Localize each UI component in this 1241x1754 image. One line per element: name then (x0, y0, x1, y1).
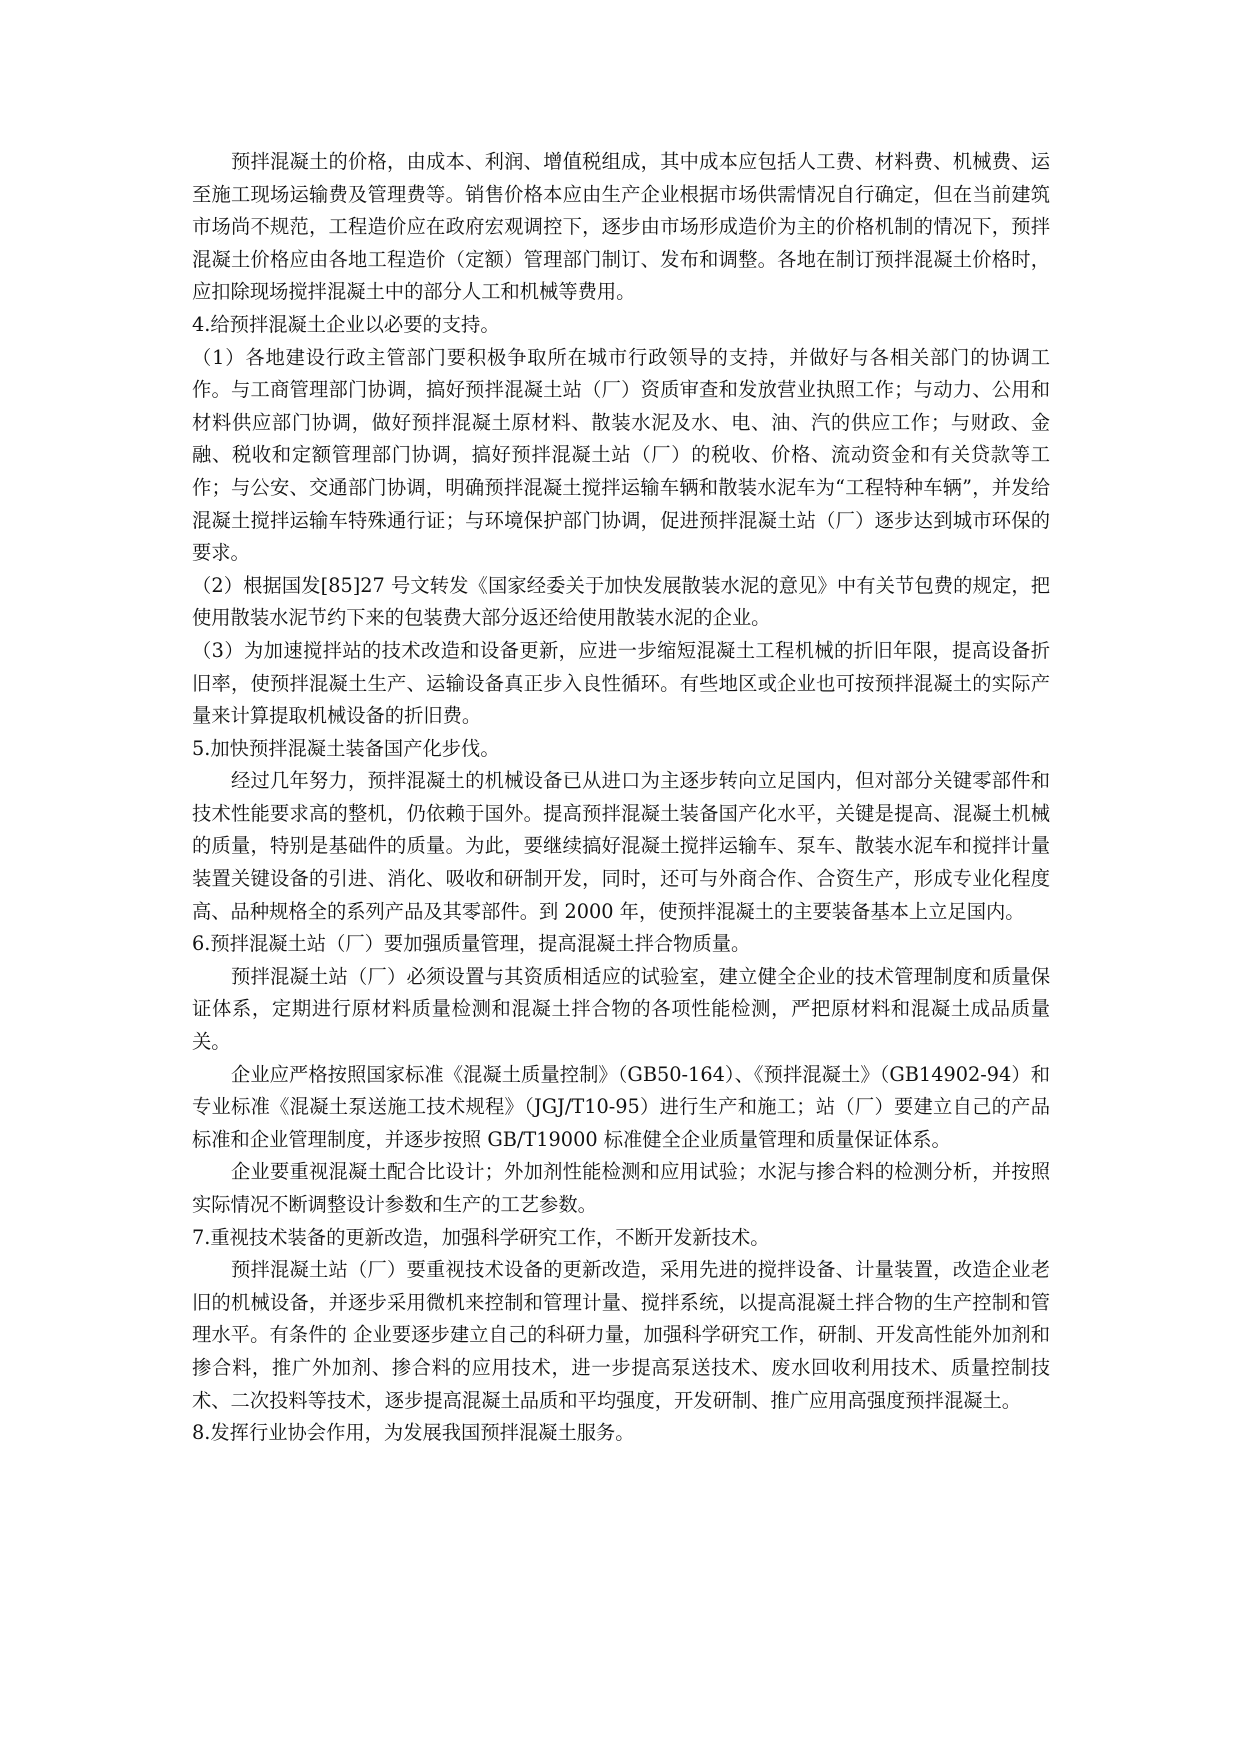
list-item-4-2: （2）根据国发[85]27 号文转发《国家经委关于加快发展散装水泥的意见》中有关节包费的规定，把使用散装水泥节约下来的包装费大部分返还给使用散装水泥的企业。 (192, 573, 1050, 630)
document-page (192, 146, 1050, 1450)
paragraph-pricing: 预拌混凝土的价格，由成本、利润、增值税组成，其中成本应包括人工费、材料费、机械费、运至施工现场运输费及管理费等。销售价格本应由生产企业根据市场供需情况自行确定，但在当前建筑市场尚不规范，工程造价应在政府宏观调控下，逐步由市场形成造价为主的价格机制的情况下，预拌混凝土价格应由各地工程造价（定额）管理部门制订、发布和调整。各地在制订预拌混凝土价格时，应扣除现场搅拌混凝土中的部分人工和机械等费用。 (192, 150, 1050, 304)
section-heading-7: 7.重视技术装备的更新改造，加强科学研究工作，不断开发新技术。 (192, 1225, 770, 1249)
section-heading-8: 8.发挥行业协会作用，为发展我国预拌混凝土服务。 (192, 1421, 635, 1445)
paragraph-mix-design: 企业要重视混凝土配合比设计；外加剂性能检测和应用试验；水泥与掺合料的检测分析，并按照实际情况不断调整设计参数和生产的工艺参数。 (192, 1160, 1050, 1216)
paragraph-standards: 企业应严格按照国家标准《混凝土质量控制》（GB50-164）、《预拌混凝土》（GB14902-94）和专业标准《混凝土泵送施工技术规程》（JGJ/T10-95）进行生产和施工；站（厂）要建立自己的产品标准和企业管理制度，并逐步按照 GB/T19000 标准健全企业质量管理和质量保证体系。 (192, 1062, 1050, 1151)
paragraph-lab: 预拌混凝土站（厂）必须设置与其资质相适应的试验室，建立健全企业的技术管理制度和质量保证体系，定期进行原材料质量检测和混凝土拌合物的各项性能检测，严把原材料和混凝土成品质量关。 (192, 964, 1050, 1054)
paragraph-technology: 预拌混凝土站（厂）要重视技术设备的更新改造，采用先进的搅拌设备、计量装置，改造企业老旧的机械设备，并逐步采用微机来控制和管理计量、搅拌系统，以提高混凝土拌合物的生产控制和管理水平。有条件的 企业要逐步建立自己的科研力量，加强科学研究工作，研制、开发高性能外加剂和掺合料，推广外加剂、掺合料的应用技术，进一步提高泵送技术、废水回收利用技术、质量控制技术、二次投料等技术，逐步提高混凝土品质和平均强度，开发研制、推广应用高强度预拌混凝土。 (192, 1258, 1050, 1412)
section-heading-5: 5.加快预拌混凝土装备国产化步伐。 (192, 736, 500, 760)
section-heading-4: 4.给预拌混凝土企业以必要的支持。 (192, 312, 500, 336)
section-heading-6: 6.预拌混凝土站（厂）要加强质量管理，提高混凝土拌合物质量。 (192, 932, 751, 956)
list-item-4-1: （1）各地建设行政主管部门要积极争取所在城市行政领导的支持，并做好与各相关部门的协调工作。与工商管理部门协调，搞好预拌混凝土站（厂）资质审查和发放营业执照工作；与动力、公用和材料供应部门协调，做好预拌混凝土原材料、散装水泥及水、电、油、汽的供应工作；与财政、金融、税收和定额管理部门协调，搞好预拌混凝土站（厂）的税收、价格、流动资金和有关贷款等工作；与公安、交通部门协调，明确预拌混凝土搅拌运输车辆和散装水泥车为“工程特种车辆”，并发给混凝土搅拌运输车特殊通行证；与环境保护部门协调，促进预拌混凝土站（厂）逐步达到城市环保的要求。 (192, 345, 1050, 565)
list-item-4-3: （3）为加速搅拌站的技术改造和设备更新，应进一步缩短混凝土工程机械的折旧年限，提高设备折旧率，使预拌混凝土生产、运输设备真正步入良性循环。有些地区或企业也可按预拌混凝土的实际产量来计算提取机械设备的折旧费。 (192, 638, 1050, 728)
paragraph-equipment: 经过几年努力，预拌混凝土的机械设备已从进口为主逐步转向立足国内，但对部分关键零部件和技术性能要求高的整机，仍依赖于国外。提高预拌混凝土装备国产化水平，关键是提高、混凝土机械的质量，特别是基础件的质量。为此，要继续搞好混凝土搅拌运输车、泵车、散装水泥车和搅拌计量装置关键设备的引进、消化、吸收和研制开发，同时，还可与外商合作、合资生产，形成专业化程度高、品种规格全的系列产品及其零部件。到 2000 年，使预拌混凝土的主要装备基本上立足国内。 (192, 769, 1050, 923)
